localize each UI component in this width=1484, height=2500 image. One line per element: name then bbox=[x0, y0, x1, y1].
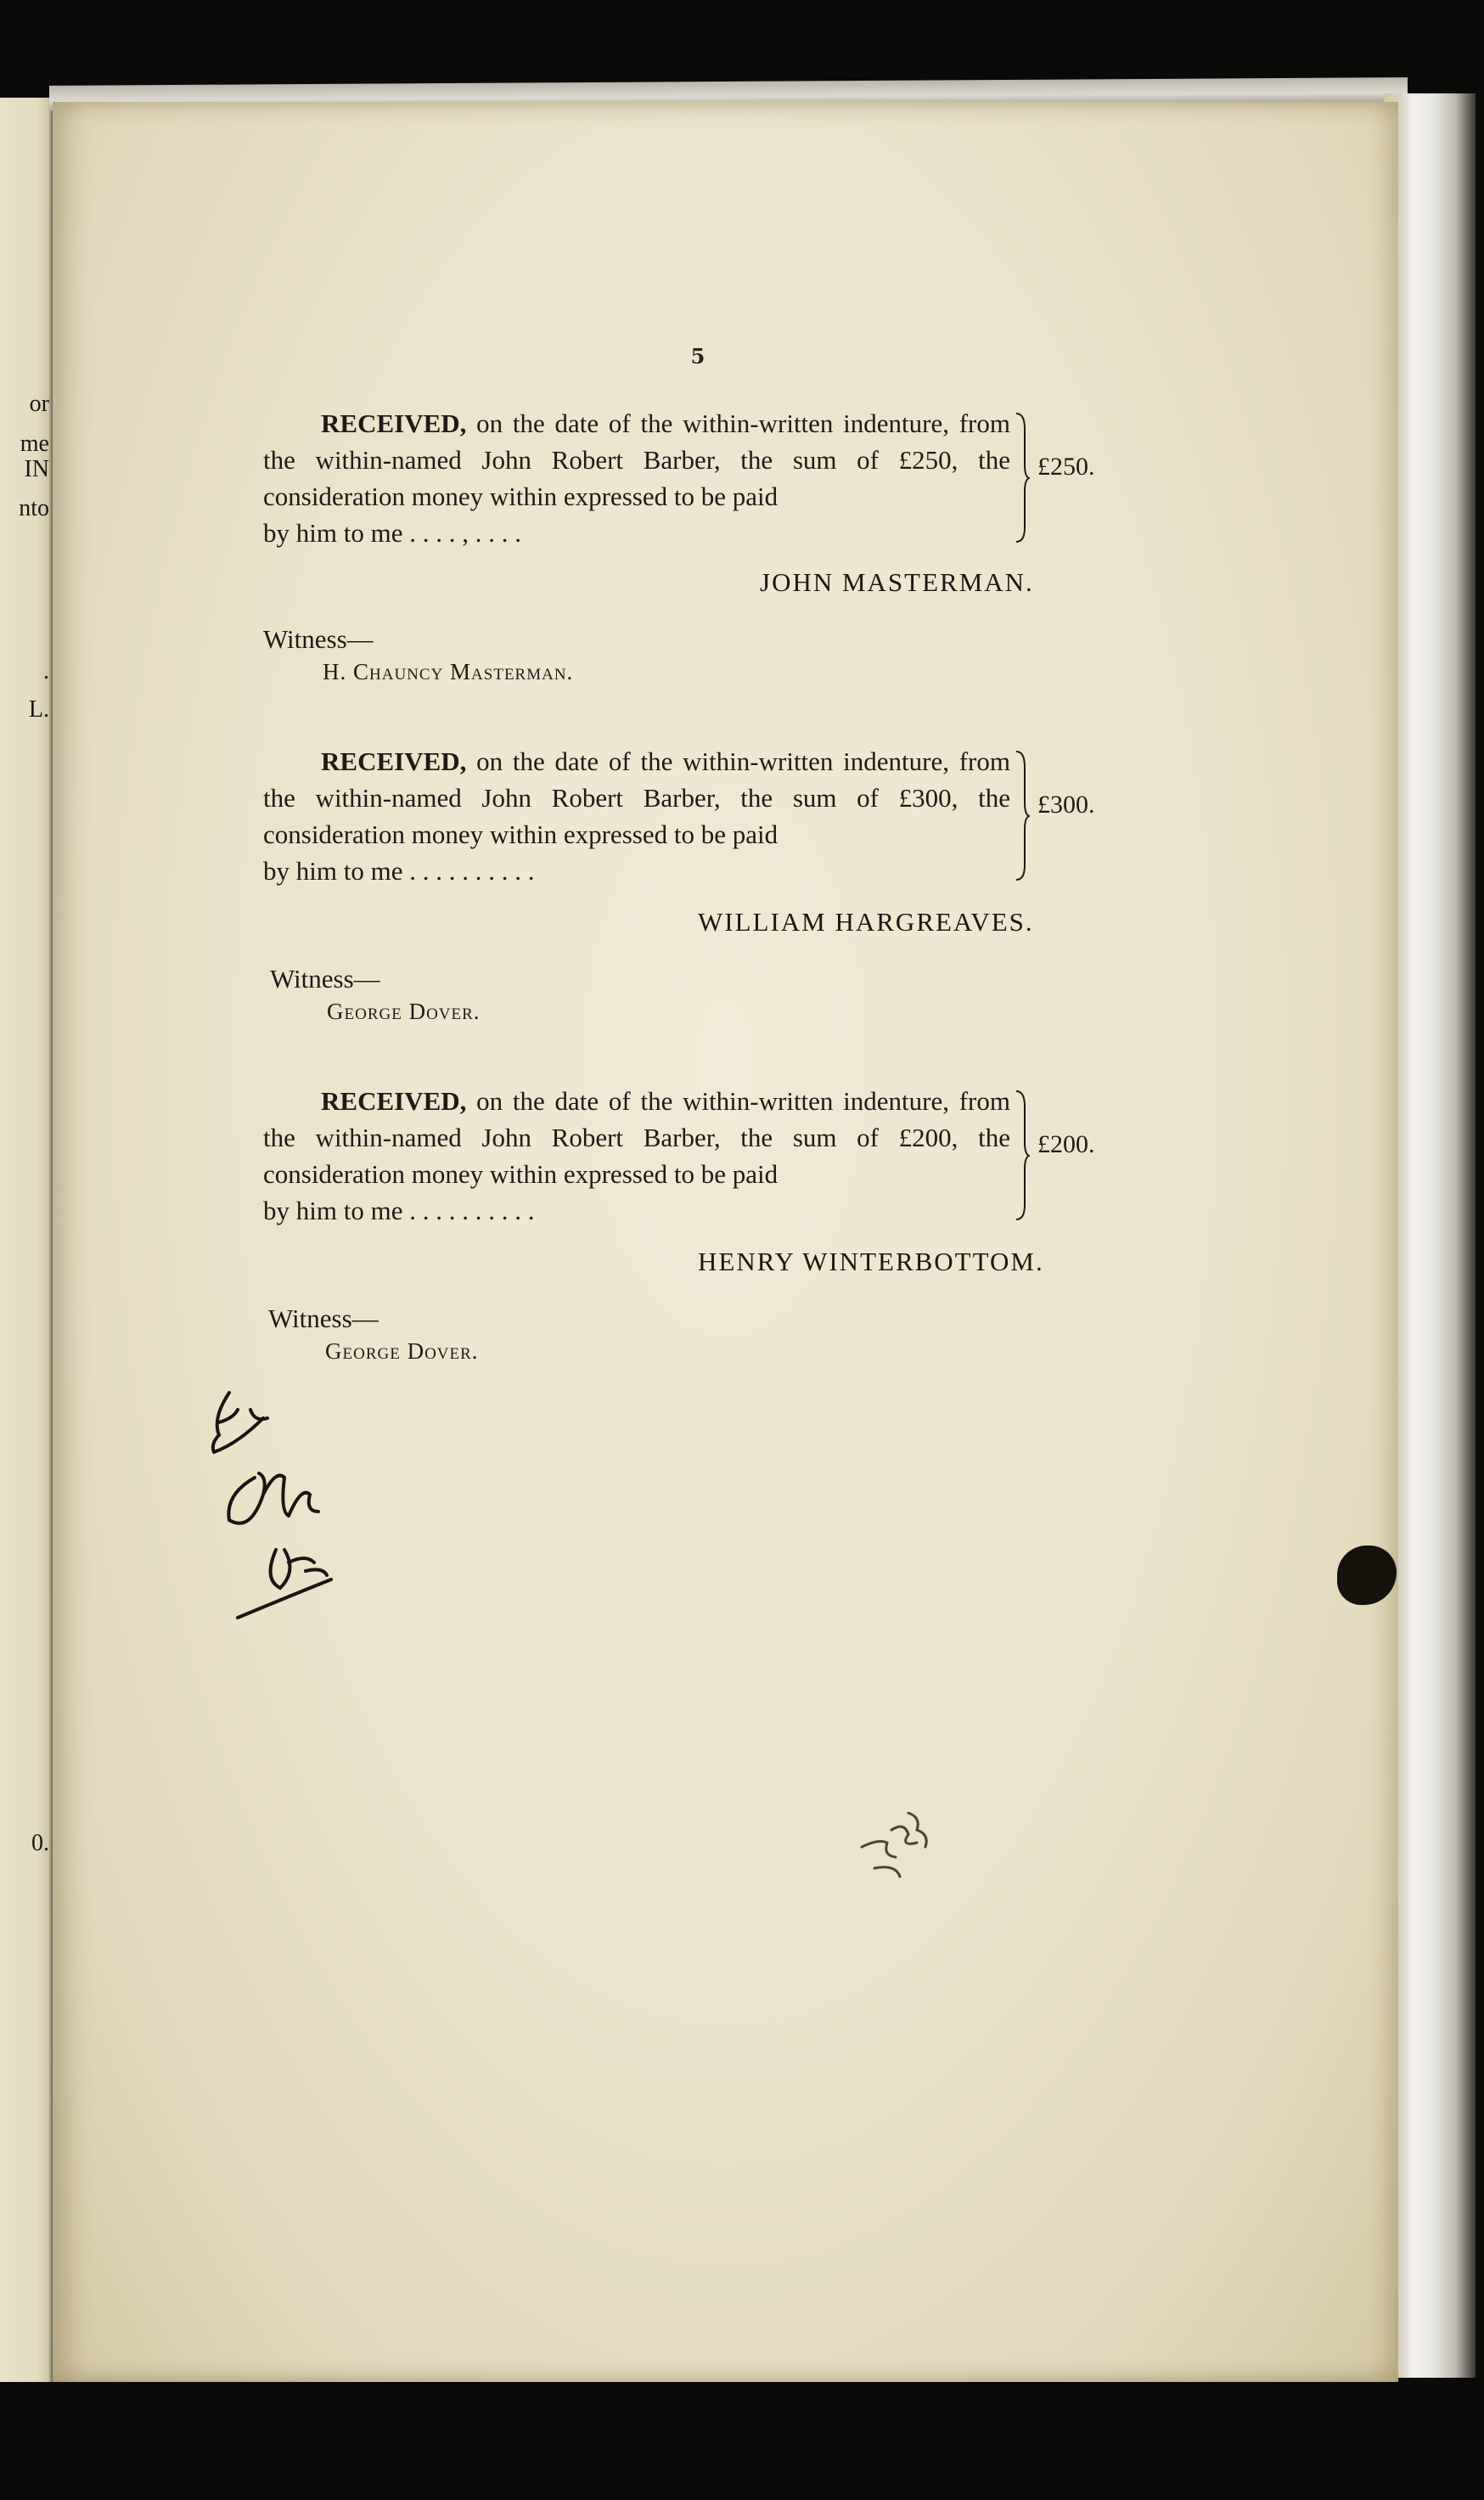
witness-name: George Dover. bbox=[327, 999, 481, 1024]
receipt-2 bbox=[263, 743, 1112, 889]
left-page-fragment: nto bbox=[19, 495, 49, 521]
left-facing-page bbox=[0, 98, 53, 2382]
receipt-lead: RECEIVED, bbox=[321, 1086, 467, 1116]
receipt-last-line: by him to me . . . . . . . . . . bbox=[263, 856, 535, 886]
receipt-body: on the date of the within-written indenture, from the within-named John Robert Barber, the sum of £300, the consideration money within expressed to be paid bbox=[263, 746, 1010, 849]
left-page-fragment: or bbox=[29, 391, 49, 417]
witness-name: George Dover. bbox=[325, 1338, 479, 1364]
receipt-lead: RECEIVED, bbox=[321, 408, 467, 438]
receipt-lead: RECEIVED, bbox=[321, 746, 467, 776]
receipt-amount: £200. bbox=[1037, 1130, 1095, 1158]
brace-icon bbox=[1015, 1090, 1030, 1221]
page-number: 5 bbox=[690, 344, 705, 369]
receipt-last-line: by him to me . . . . . . . . . . bbox=[263, 1196, 535, 1225]
brace-icon bbox=[1015, 750, 1030, 881]
left-page-fragment: IN bbox=[24, 456, 49, 482]
receipt-text bbox=[263, 743, 1010, 889]
signer-name: HENRY WINTERBOTTOM. bbox=[698, 1247, 1044, 1276]
pencil-sketch-icon bbox=[849, 1796, 942, 1889]
witness-label: Witness— bbox=[270, 964, 380, 994]
brace-icon bbox=[1015, 412, 1030, 543]
witness-name: H. Chauncy Masterman. bbox=[323, 659, 574, 684]
left-page-fragment: . bbox=[43, 658, 49, 684]
receipt-text bbox=[263, 405, 1010, 551]
receipt-amount: £250. bbox=[1037, 453, 1095, 481]
left-page-fragment: me bbox=[20, 431, 49, 457]
handwritten-marks-icon bbox=[204, 1384, 357, 1639]
receipt-1 bbox=[263, 405, 1112, 551]
witness-label: Witness— bbox=[263, 624, 374, 654]
receipt-text bbox=[263, 1083, 1010, 1229]
signer-name: JOHN MASTERMAN. bbox=[760, 567, 1034, 597]
receipt-amount: £300. bbox=[1037, 791, 1095, 819]
receipt-body: on the date of the within-written indenture, from the within-named John Robert Barber, the sum of £200, the consideration money within expressed to be paid bbox=[263, 1086, 1010, 1189]
witness-label: Witness— bbox=[268, 1303, 379, 1333]
left-page-fragment: L. bbox=[28, 696, 49, 723]
receipt-3 bbox=[263, 1083, 1112, 1229]
receipt-body: on the date of the within-written indenture, from the within-named John Robert Barber, the sum of £250, the consideration money within expressed to be paid bbox=[263, 408, 1010, 511]
signer-name: WILLIAM HARGREAVES. bbox=[698, 907, 1034, 937]
left-page-fragment: 0. bbox=[31, 1830, 49, 1856]
receipt-last-line: by him to me . . . . , . . . . bbox=[263, 518, 521, 548]
